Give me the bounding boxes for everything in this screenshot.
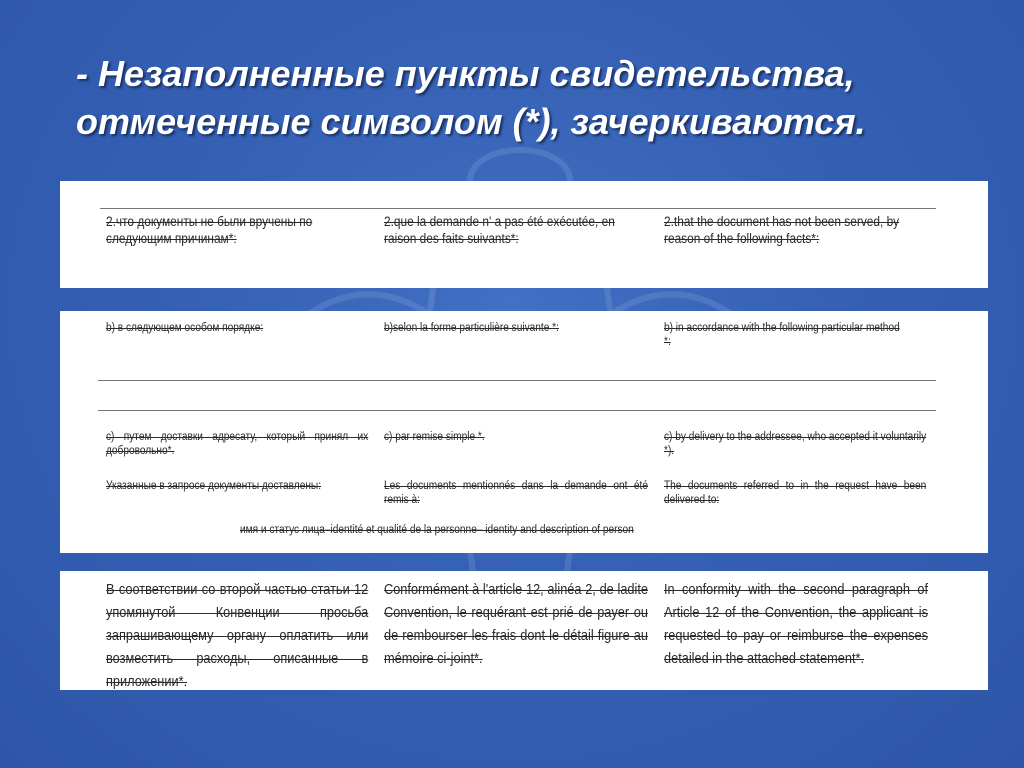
document-excerpt-delivery-methods bbox=[60, 311, 988, 553]
method-c-fr: c) par remise simple *. bbox=[384, 431, 485, 443]
not-served-ru: 2.что документы не были вручены по следующим причинам*: bbox=[106, 214, 313, 246]
rule-line bbox=[100, 208, 936, 209]
delivered-to-en: The documents referred to in the request have been delivered to: bbox=[664, 480, 927, 506]
slide-title-line-1: - Незаполненные пункты свидетельства, bbox=[76, 53, 855, 94]
slide-title-line-2: отмеченные символом (*), зачеркиваются. bbox=[76, 101, 866, 142]
method-c-en: c) by delivery to the addressee, who accepted it voluntarily *). bbox=[664, 431, 927, 457]
method-c-ru: с) путем доставки адресату, который принял их добровольно*. bbox=[106, 431, 369, 457]
document-excerpt-not-served bbox=[60, 181, 988, 288]
method-b-en: b) in accordance with the following particular method *: bbox=[664, 322, 900, 348]
fill-in-line-1 bbox=[98, 380, 936, 381]
not-served-en: 2.that the document has not been served, by reason of the following facts*: bbox=[664, 214, 900, 246]
person-identity-line: имя и статус лица–identité et qualité de la personne– identity and description of person bbox=[240, 524, 634, 536]
expenses-en: In conformity with the second paragraph of Article 12 of the Convention, the applicant is requested to pay or reimburse the expenses detailed in the attached statement*. bbox=[664, 582, 928, 667]
method-b-ru: b) в следующем особом порядке: bbox=[106, 322, 264, 334]
slide-title bbox=[76, 50, 996, 146]
method-b-fr: b)selon la forme particulière suivante *: bbox=[384, 322, 559, 334]
expenses-fr: Conformément à l'article 12, alinéa 2, de ladite Convention, le requérant est prié de payer ou de rembourser les frais dont le détail figure au mémoire ci-joint*. bbox=[384, 582, 648, 667]
fill-in-line-2 bbox=[98, 410, 936, 411]
not-served-fr: 2.que la demande n' a pas été exécutée, en raison des faits suivants*: bbox=[384, 214, 615, 246]
delivered-to-fr: Les documents mentionnés dans la demande ont été remis à: bbox=[384, 480, 648, 506]
expenses-ru: В соответствии со второй частью статьи 12 упомянутой Конвенции просьба запрашивающему органу оплатить или возместить расходы, описанные в приложении*. bbox=[106, 582, 369, 690]
document-excerpt-expenses bbox=[60, 571, 988, 690]
delivered-to-ru: Указанные в запросе документы доставлены: bbox=[106, 480, 322, 492]
